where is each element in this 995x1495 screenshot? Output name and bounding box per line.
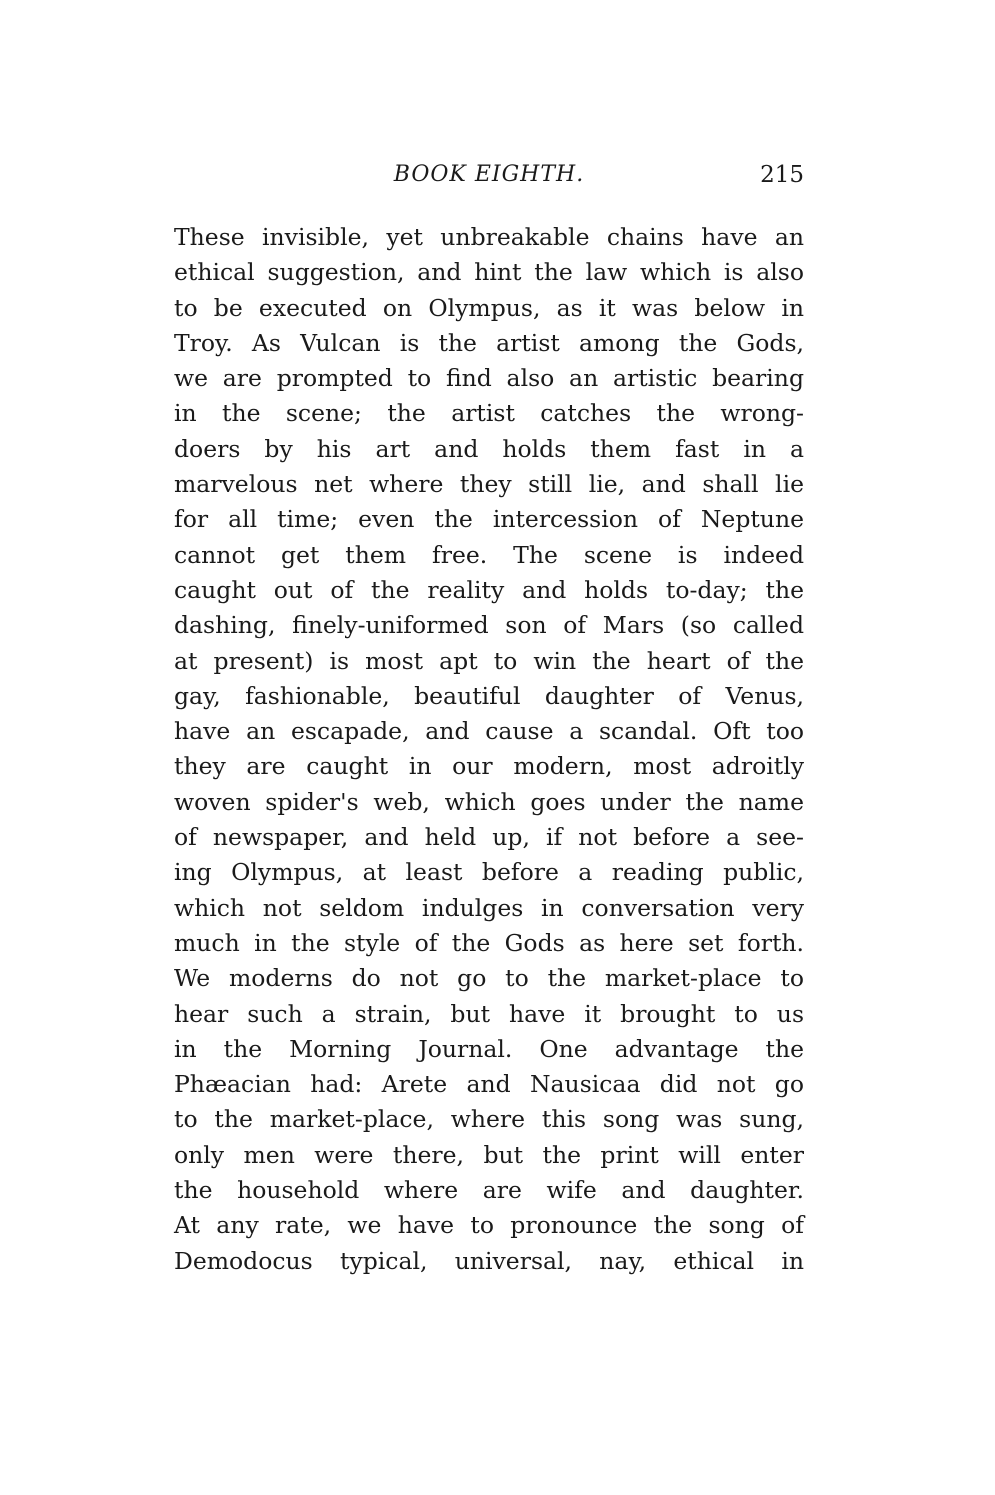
text-line: gay, fashionable, beautiful daughter of Venus, bbox=[174, 681, 804, 710]
text-line: at present) is most apt to win the heart of the bbox=[174, 646, 804, 675]
text-line: Phæacian had: Arete and Nausicaa did not go bbox=[174, 1070, 804, 1099]
text-line: have an escapade, and cause a scandal. Oft too bbox=[174, 717, 804, 746]
text-line: doers by his art and holds them fast in a bbox=[174, 434, 804, 463]
running-title: BOOK EIGHTH. bbox=[393, 162, 585, 187]
text-line: we are prompted to find also an artistic bearing bbox=[174, 364, 804, 393]
body-text bbox=[174, 220, 804, 1279]
text-line: ing Olympus, at least before a reading public, bbox=[174, 858, 804, 887]
text-line: cannot get them free. The scene is indeed bbox=[174, 540, 804, 569]
text-line: We moderns do not go to the market-place to bbox=[174, 964, 804, 993]
text-line: much in the style of the Gods as here set forth. bbox=[174, 928, 804, 957]
text-line: ethical suggestion, and hint the law which is also bbox=[174, 258, 804, 287]
text-line: dashing, finely-uniformed son of Mars (so called bbox=[174, 611, 804, 640]
running-head bbox=[174, 162, 804, 198]
text-line: woven spider's web, which goes under the name bbox=[174, 787, 804, 816]
page-number: 215 bbox=[760, 162, 804, 188]
text-line: These invisible, yet unbreakable chains have an bbox=[174, 223, 804, 251]
text-line: Demodocus typical, universal, nay, ethical in bbox=[174, 1246, 804, 1275]
text-line: Troy. As Vulcan is the artist among the Gods, bbox=[174, 328, 804, 357]
text-line: the household where are wife and daughter. bbox=[174, 1176, 804, 1205]
text-line: they are caught in our modern, most adroitly bbox=[174, 752, 804, 781]
text-line: At any rate, we have to pronounce the song of bbox=[174, 1211, 804, 1240]
text-line: of newspaper, and held up, if not before a see- bbox=[174, 823, 804, 852]
text-line: marvelous net where they still lie, and shall lie bbox=[174, 470, 804, 499]
text-line: caught out of the reality and holds to-day; the bbox=[174, 575, 804, 604]
text-line: to be executed on Olympus, as it was below in bbox=[174, 293, 804, 322]
text-line: which not seldom indulges in conversation very bbox=[174, 893, 804, 922]
text-line: in the scene; the artist catches the wrong- bbox=[174, 399, 804, 428]
text-line: only men were there, but the print will enter bbox=[174, 1140, 804, 1169]
text-line: in the Morning Journal. One advantage the bbox=[174, 1034, 804, 1063]
text-line: to the market-place, where this song was sung, bbox=[174, 1105, 804, 1134]
text-line: for all time; even the intercession of Neptune bbox=[174, 505, 804, 534]
text-line: hear such a strain, but have it brought to us bbox=[174, 999, 804, 1028]
